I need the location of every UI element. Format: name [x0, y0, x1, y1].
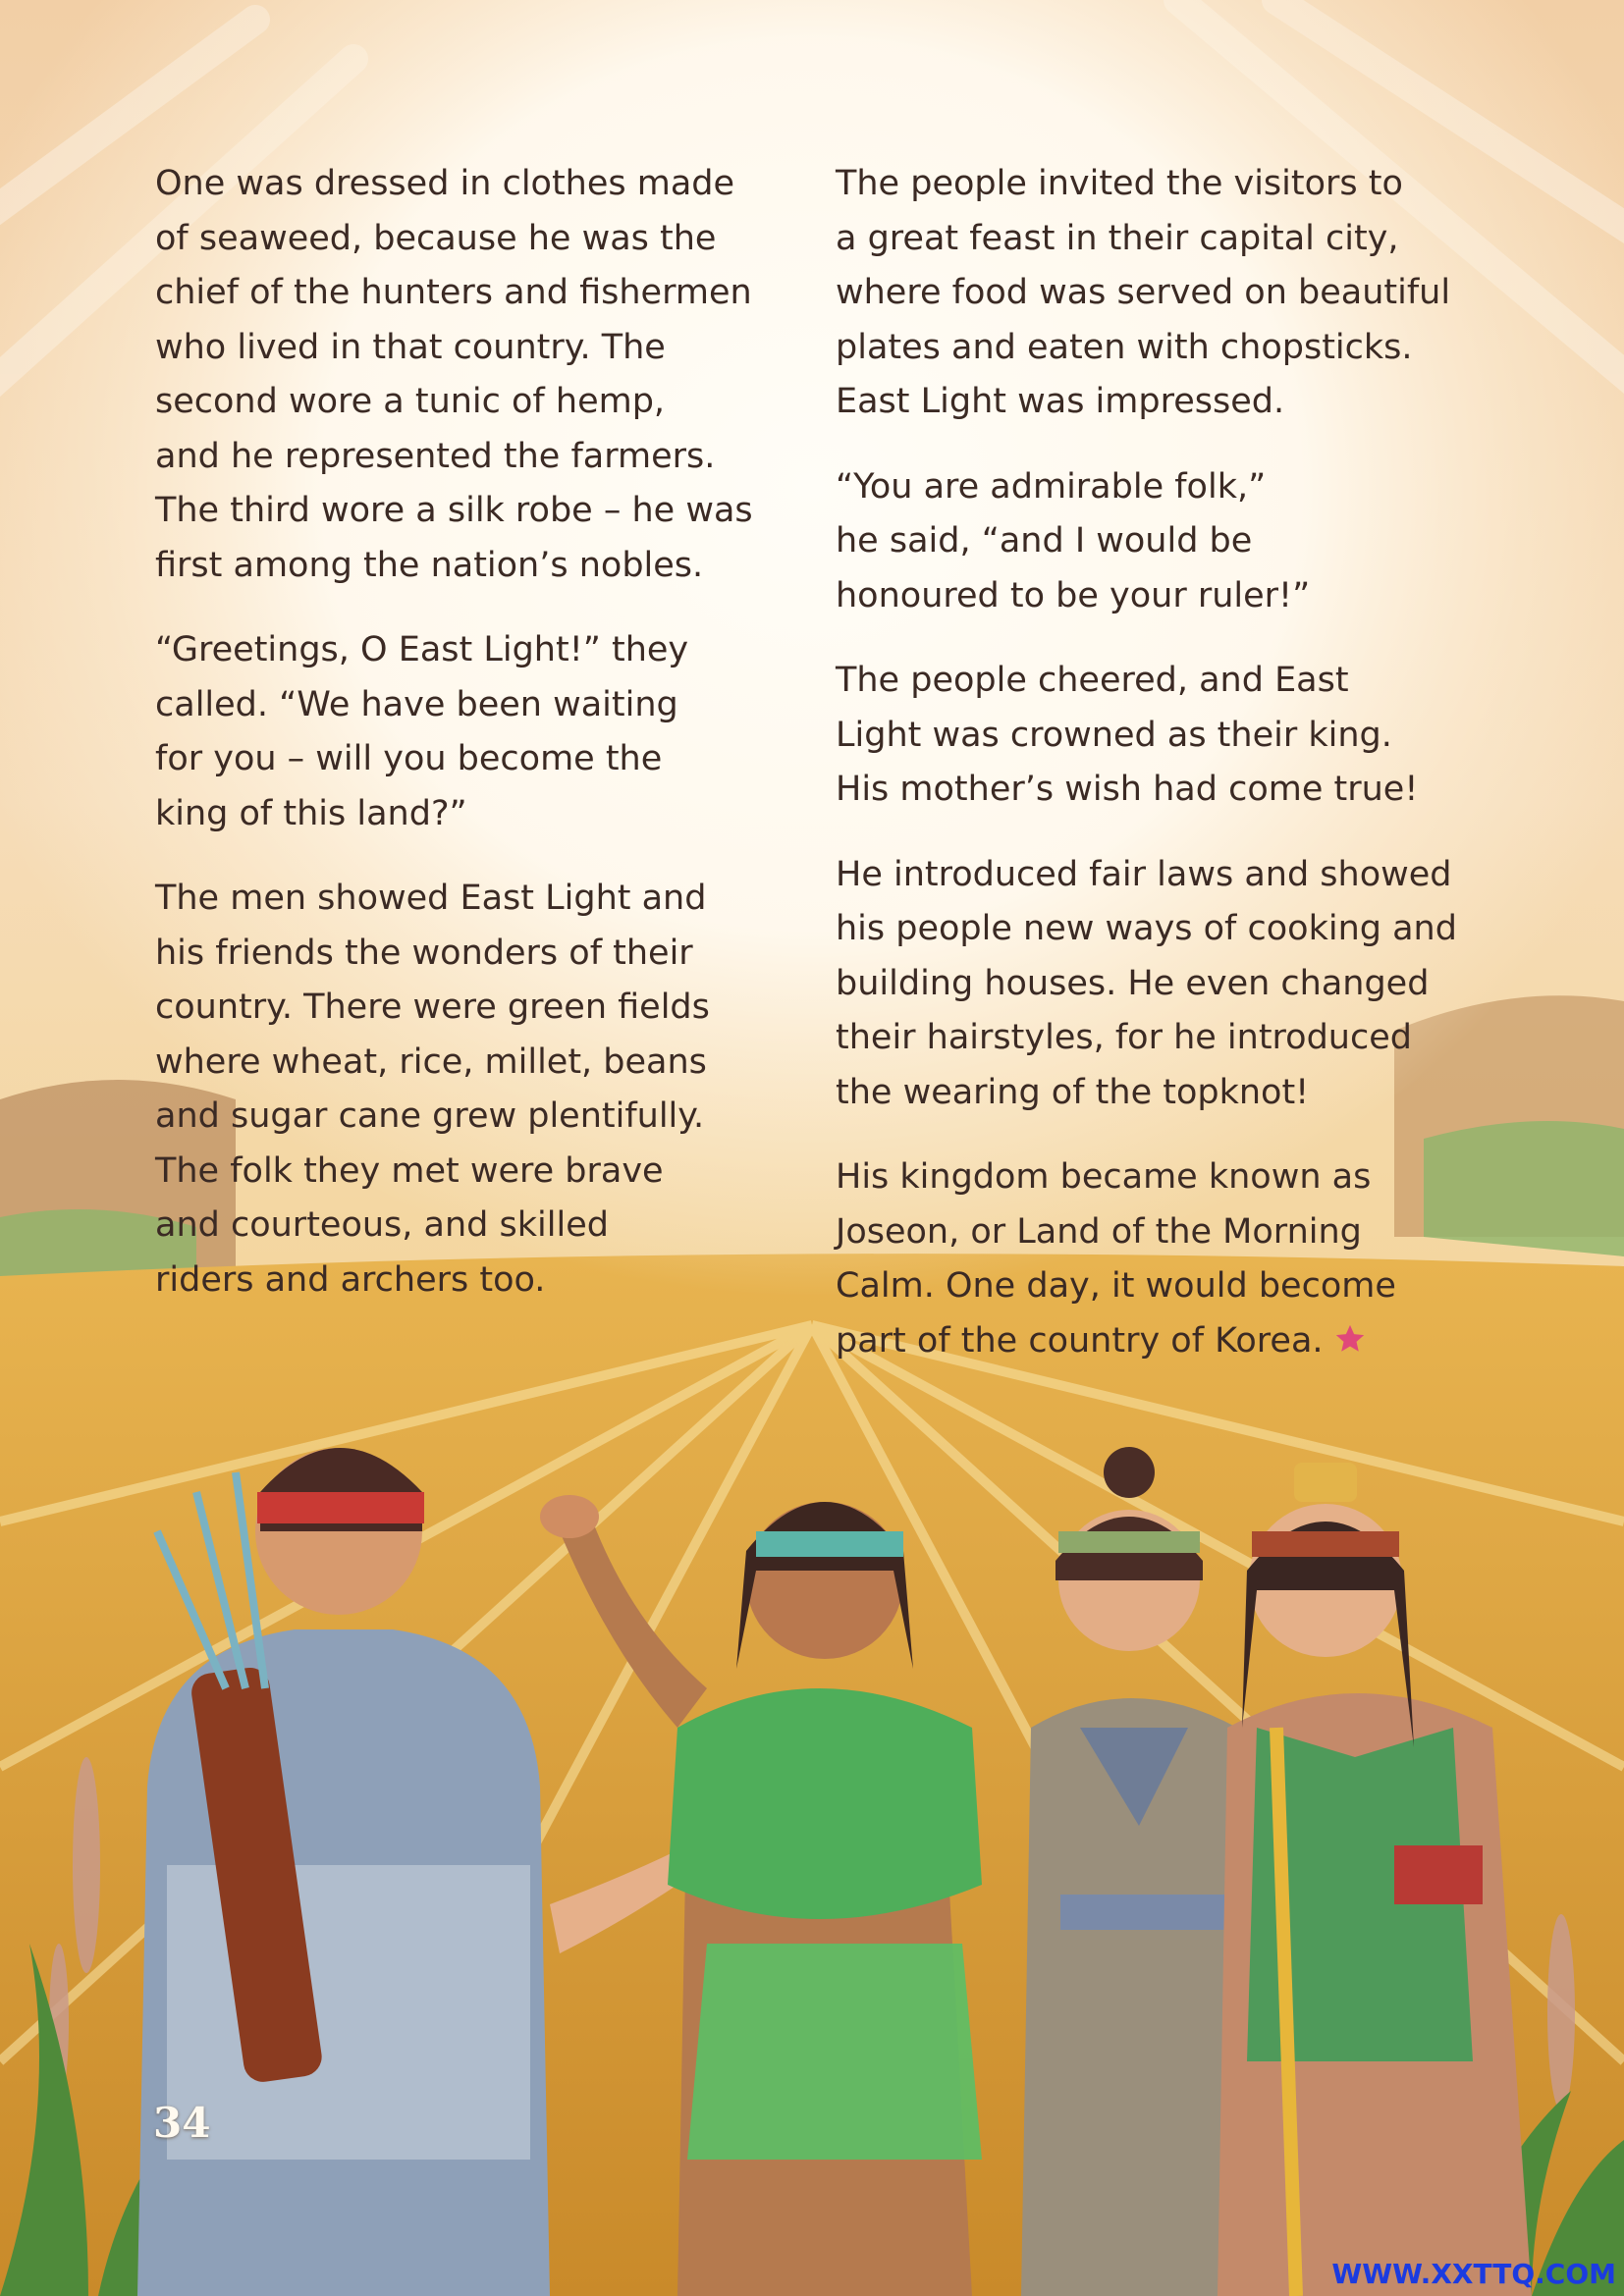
paragraph-7: He introduced fair laws and showed his people new ways of cooking and building houses. He even changed their hairstyles, for he introduced the wearing of the topknot! — [836, 854, 1457, 1112]
paragraph-8 — [836, 1150, 1464, 1368]
paragraph-2: “Greetings, O East Light!” they called. “We have been waiting for you – will you become the king of this land?” — [155, 630, 689, 833]
paragraph-6: The people cheered, and East Light was crowned as their king. His mother’s wish had come true! — [836, 661, 1419, 809]
page-number: 34 — [153, 2099, 211, 2147]
paragraph-1: One was dressed in clothes made of seaweed, because he was the chief of the hunters and fishermen who lived in that country. The second wore a tunic of hemp, and he represented the farmers. The third wore a silk robe – he was first among the nation’s nobles. — [155, 164, 753, 585]
paragraph-3: The men showed East Light and his friends the wonders of their country. There were green fields where wheat, rice, millet, beans and sugar cane grew plentifully. The folk they met were brave and courteous, and skilled riders and archers too. — [155, 879, 710, 1300]
right-text-column — [836, 157, 1464, 1399]
final-paragraph-text: His kingdom became known as Joseon, or Land of the Morning Calm. One day, it would become part of the country of Korea. — [836, 1157, 1396, 1361]
star-icon — [1333, 1322, 1367, 1356]
left-text-column — [155, 157, 754, 1338]
paragraph-5: “You are admirable folk,” he said, “and I would be honoured to be your ruler!” — [836, 466, 1311, 615]
watermark: WWW.XXTTQ.COM — [1331, 2258, 1616, 2290]
paragraph-4: The people invited the visitors to a great feast in their capital city, where food was served on beautiful plates and eaten with chopsticks. East Light was impressed. — [836, 164, 1451, 421]
